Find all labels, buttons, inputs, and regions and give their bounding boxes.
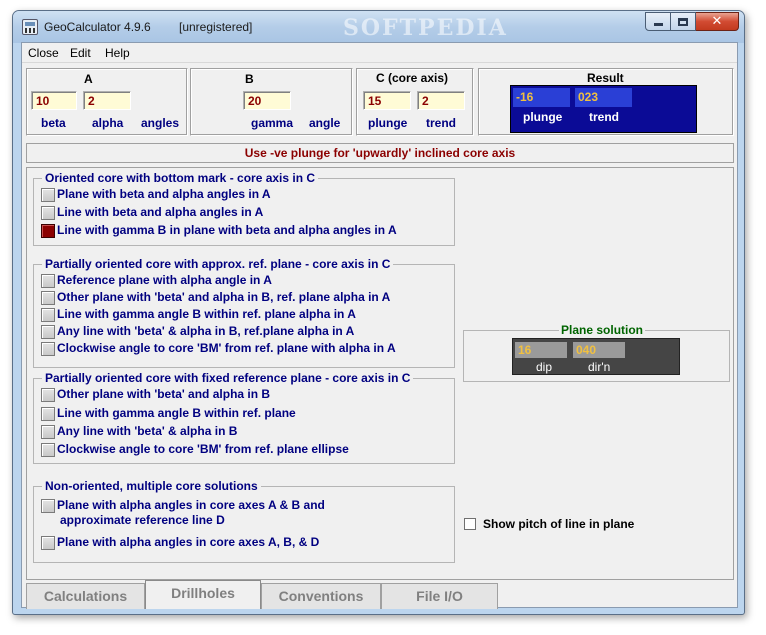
option-label: Reference plane with alpha angle in A [57, 273, 272, 287]
menu-bar [22, 43, 737, 63]
plane-dip-label: dip [536, 360, 553, 374]
tab-strip [26, 580, 734, 608]
group-oriented-core [33, 171, 455, 246]
option-label: Line with gamma B in plane with beta and alpha angles in A [57, 223, 397, 237]
option-clockwise-angle-bm[interactable] [41, 341, 396, 358]
show-pitch-checkbox[interactable] [464, 518, 476, 530]
option-button[interactable] [41, 291, 55, 305]
minimize-icon [654, 23, 663, 26]
watermark: SOFTPEDIA [343, 15, 508, 41]
option-label-multiline [57, 498, 325, 528]
group-partial-fixed [33, 371, 455, 464]
option-fixed-any-line[interactable] [41, 424, 237, 441]
show-pitch-option[interactable] [464, 517, 634, 531]
group-oriented-title: Oriented core with bottom mark - core axis in C [42, 171, 318, 185]
group-partial-approx-title: Partially oriented core with approx. ref. plane - core axis in C [42, 257, 393, 271]
plane-dir-value: 040 [573, 342, 625, 358]
option-button[interactable] [41, 388, 55, 402]
plane-solution-display [512, 338, 680, 375]
maximize-icon [678, 18, 688, 26]
result-trend-value: 023 [575, 88, 632, 107]
group-partial-fixed-title: Partially oriented core with fixed reference plane - core axis in C [42, 371, 413, 385]
option-multi-core-a-b-d[interactable] [41, 498, 325, 530]
menu-edit[interactable]: Edit [70, 46, 91, 60]
tab-conventions[interactable]: Conventions [261, 583, 381, 609]
option-fixed-clockwise-angle[interactable] [41, 442, 349, 459]
option-label: Any line with 'beta' & alpha in B [57, 424, 238, 438]
plane-solution-group [463, 323, 730, 382]
option-button[interactable] [41, 325, 55, 339]
option-line-beta-alpha-a[interactable] [41, 205, 263, 222]
option-label: Clockwise angle to core 'BM' from ref. plane ellipse [57, 442, 349, 456]
trend-label: trend [426, 116, 456, 130]
option-label: Plane with beta and alpha angles in A [57, 187, 271, 201]
option-fixed-line-gamma[interactable] [41, 406, 296, 423]
menu-close[interactable]: Close [28, 46, 59, 60]
panel-a-header: A [84, 72, 93, 86]
tab-calculations[interactable]: Calculations [26, 583, 145, 609]
option-line-gamma-b-in-plane[interactable] [41, 223, 397, 240]
option-fixed-other-plane[interactable] [41, 387, 270, 404]
option-multi-core-a-b-and-d[interactable] [41, 535, 319, 552]
option-plane-beta-alpha-a[interactable] [41, 187, 271, 204]
group-partial-approx [33, 257, 455, 368]
option-label: Line with beta and alpha angles in A [57, 205, 264, 219]
show-pitch-label: Show pitch of line in plane [483, 517, 635, 531]
option-label-line1: Plane with alpha angles in core axes A & B and [57, 498, 325, 512]
beta-label: beta [41, 116, 66, 130]
option-button[interactable] [41, 206, 55, 220]
option-button[interactable] [41, 443, 55, 457]
registration-status: [unregistered] [179, 20, 253, 34]
option-label-line2: approximate reference line D [60, 513, 225, 527]
app-window [12, 10, 745, 615]
option-label: Other plane with 'beta' and alpha in B, ref. plane alpha in A [57, 290, 391, 304]
option-label: Any line with 'beta' & alpha in B, ref.plane alpha in A [57, 324, 355, 338]
option-button[interactable] [41, 407, 55, 421]
window-controls [645, 12, 739, 31]
trend-c-input[interactable]: 2 [417, 91, 465, 110]
gamma-label: gamma [251, 116, 294, 130]
input-panel-c [356, 68, 474, 136]
option-label: Other plane with 'beta' and alpha in B [57, 387, 271, 401]
minimize-button[interactable] [645, 12, 671, 31]
tab-file-io[interactable]: File I/O [381, 583, 498, 609]
option-label: Clockwise angle to core 'BM' from ref. plane with alpha in A [57, 341, 396, 355]
plunge-label: plunge [368, 116, 408, 130]
option-button[interactable] [41, 342, 55, 356]
window-title: GeoCalculator 4.9.6 [44, 20, 151, 34]
option-line-gamma-b-ref-plane[interactable] [41, 307, 356, 324]
gamma-b-input[interactable]: 20 [243, 91, 291, 110]
input-panel-a [26, 68, 188, 136]
angles-label: angles [141, 116, 180, 130]
option-reference-plane-alpha-a[interactable] [41, 273, 272, 290]
input-panel-b [190, 68, 353, 136]
option-label: Plane with alpha angles in core axes A, B, & D [57, 535, 320, 549]
option-button[interactable] [41, 536, 55, 550]
title-bar[interactable] [13, 11, 744, 43]
calculator-app-icon[interactable] [22, 19, 38, 35]
group-non-oriented [33, 479, 455, 563]
client-area [21, 42, 738, 608]
beta-a-input[interactable]: 10 [31, 91, 77, 110]
result-header: Result [587, 71, 624, 85]
alpha-a-input[interactable]: 2 [83, 91, 131, 110]
plane-dip-value: 16 [515, 342, 567, 358]
option-other-plane-beta-alpha-b[interactable] [41, 290, 390, 307]
angle-label: angle [309, 116, 341, 130]
result-plunge-value: -16 [513, 88, 570, 107]
plane-dir-label: dir'n [588, 360, 611, 374]
plunge-c-input[interactable]: 15 [363, 91, 411, 110]
panel-b-header: B [245, 72, 254, 86]
option-button[interactable] [41, 425, 55, 439]
plunge-hint-banner: Use -ve plunge for 'upwardly' inclined core axis [26, 143, 734, 163]
option-button[interactable] [41, 499, 55, 513]
close-window-button[interactable] [696, 12, 739, 31]
option-label: Line with gamma angle B within ref. plane alpha in A [57, 307, 356, 321]
alpha-label: alpha [92, 116, 124, 130]
calculations-panel [26, 167, 734, 580]
option-label: Line with gamma angle B within ref. plane [57, 406, 296, 420]
result-display [510, 85, 697, 133]
option-button[interactable] [41, 188, 55, 202]
option-button[interactable] [41, 308, 55, 322]
group-non-oriented-title: Non-oriented, multiple core solutions [42, 479, 261, 493]
option-any-line-beta-alpha-b[interactable] [41, 324, 354, 341]
maximize-button[interactable] [671, 12, 696, 31]
option-button-selected[interactable] [41, 224, 55, 238]
result-panel [478, 68, 734, 136]
plane-solution-title: Plane solution [561, 323, 644, 337]
tab-drillholes[interactable]: Drillholes [145, 580, 261, 609]
menu-help[interactable]: Help [105, 46, 130, 60]
close-icon: ✕ [711, 14, 723, 29]
result-plunge-label: plunge [523, 110, 563, 124]
option-button[interactable] [41, 274, 55, 288]
result-trend-label: trend [589, 110, 619, 124]
panel-c-header: C (core axis) [376, 71, 449, 85]
